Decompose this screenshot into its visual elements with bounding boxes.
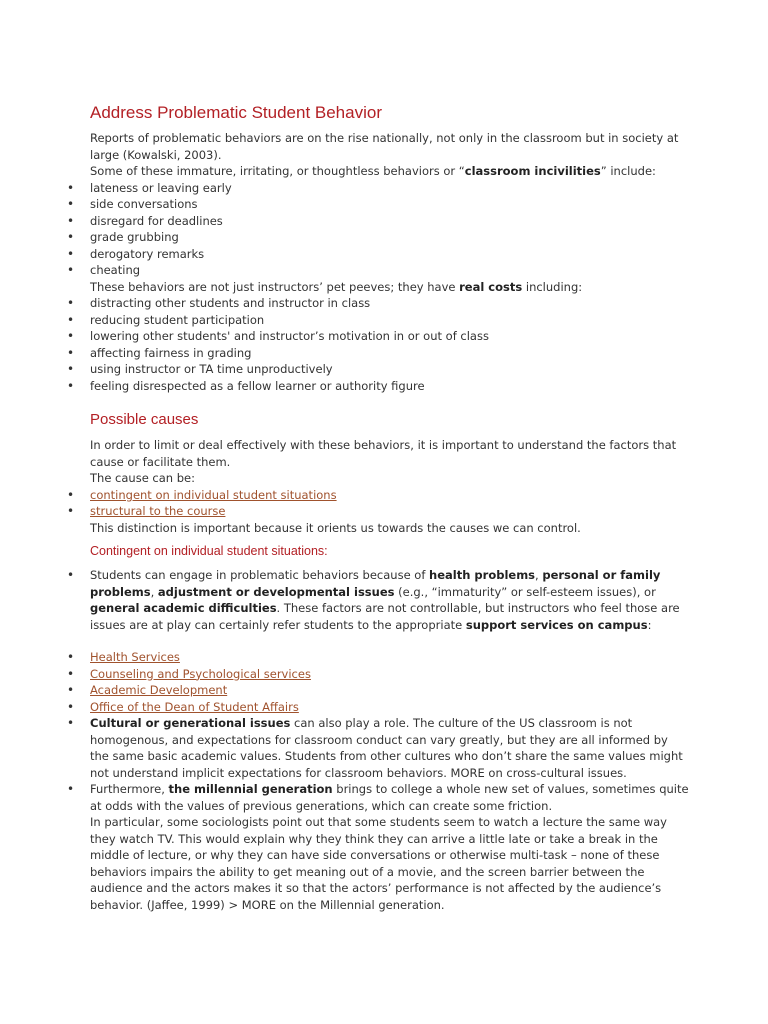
causes-paragraph: In order to limit or deal effectively with these behaviors, it is important to understand the factors that cause or facilitate them.: [90, 438, 677, 469]
list-item: [90, 649, 690, 666]
contingent-list: [90, 567, 690, 633]
incivilities-list: [90, 180, 690, 279]
list-item: [90, 487, 690, 504]
list-item: • cheating: [90, 262, 690, 279]
list-item: • affecting fairness in grading: [90, 345, 690, 362]
services-list: [90, 649, 690, 913]
list-item: • Cultural or generational issues can also play a role. The culture of the US classroom is not homogenous, and expectations for classroom conduct can vary greatly, but they are all informed by the same basic academic values. Students from other cultures who don’t share the same values might not understand implicit expectations for classroom behaviors. MORE on cross-cultural issues.: [90, 715, 690, 781]
list-item: • using instructor or TA time unproductively: [90, 361, 690, 378]
contingent-link[interactable]: contingent on individual student situations: [90, 487, 337, 502]
distinction-paragraph: This distinction is important because it orients us towards the causes we can control.: [90, 520, 581, 535]
list-item: • lowering other students' and instructor’s motivation in or out of class: [90, 328, 690, 345]
list-item: • derogatory remarks: [90, 246, 690, 263]
list-item: • grade grubbing: [90, 229, 690, 246]
incivilities-intro: Some of these immature, irritating, or thoughtless behaviors or “classroom incivilities” include:: [90, 164, 656, 178]
list-item: • Furthermore, the millennial generation brings to college a whole new set of values, sometimes quite at odds with the values of previous generations, which can create some friction. In particular, some sociologists point out that some students seem to watch a lecture the same way they watch TV. This would explain why they think they can arrive a little late or take a break in the middle of lecture, or why they can have side conversations or otherwise multi-task – none of these behaviors impairs the ability to get meaning out of a movie, and the screen barrier between the audience and the actors makes it so that the actors’ performance is not affected by the audience’s behavior. (Jaffee, 1999) > MORE on the Millennial generation.: [90, 781, 690, 913]
academic-development-link[interactable]: Academic Development: [90, 683, 228, 697]
contingent-section: [90, 567, 690, 633]
intro-paragraph: Reports of problematic behaviors are on the rise nationally, not only in the classroom but in society at large (Kowalski, 2003).: [90, 131, 679, 162]
costs-list: [90, 295, 690, 394]
list-item: [90, 699, 690, 716]
counseling-link[interactable]: Counseling and Psychological services: [90, 666, 311, 681]
intro-section: [90, 130, 690, 394]
page-title: Address Problematic Student Behavior: [90, 103, 382, 122]
list-item: [90, 666, 690, 683]
causes-section: [90, 437, 690, 536]
list-item: • side conversations: [90, 196, 690, 213]
causes-heading: Possible causes: [90, 411, 199, 428]
list-item: • feeling disrespected as a fellow learner or authority figure: [90, 378, 690, 395]
causes-lead: The cause can be:: [90, 471, 195, 485]
list-item: • lateness or leaving early: [90, 180, 690, 197]
list-item: • distracting other students and instructor in class: [90, 295, 690, 312]
costs-intro: These behaviors are not just instructors’ pet peeves; they have real costs including:: [90, 279, 583, 294]
list-item: • disregard for deadlines: [90, 213, 690, 230]
health-services-link[interactable]: Health Services: [90, 650, 180, 664]
list-item: • reducing student participation: [90, 312, 690, 329]
contingent-heading: Contingent on individual student situations:: [90, 544, 328, 558]
structural-link[interactable]: structural to the course: [90, 504, 226, 518]
list-item: [90, 503, 690, 520]
list-item: • Students can engage in problematic behaviors because of health problems, personal or family problems, adjustment or developmental issues (e.g., “immaturity” or self-esteem issues), or general academic difficulties. These factors are not controllable, but instructors who feel those are issues are at play can certainly refer students to the appropriate support services on campus:: [90, 567, 690, 633]
dean-office-link[interactable]: Office of the Dean of Student Affairs: [90, 699, 299, 714]
causes-list: [90, 487, 690, 520]
list-item: [90, 682, 690, 699]
services-section: [90, 649, 690, 913]
